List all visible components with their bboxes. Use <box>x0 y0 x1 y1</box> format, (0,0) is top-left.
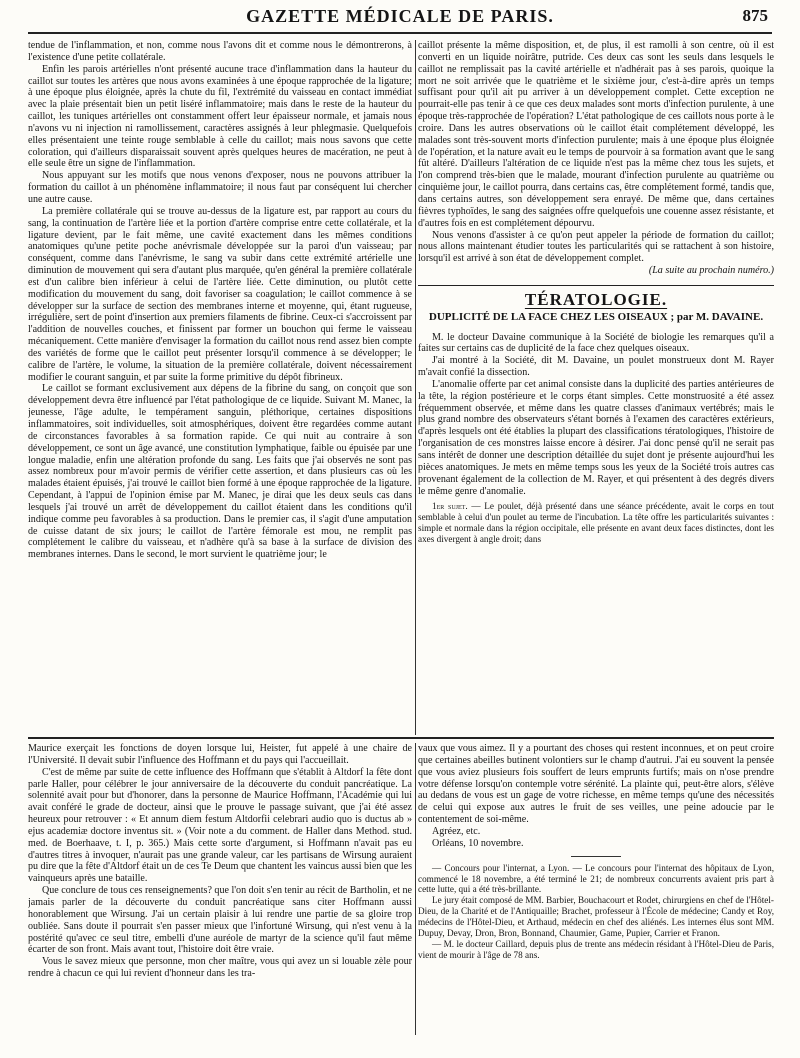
section-title: TÉRATOLOGIE. <box>524 289 668 309</box>
paragraph: C'est de même par suite de cette influence des Hoffmann que s'établit à Altdorf la fête dont parle Haller, pour célébrer le jour anniversaire de la découverte du conduit pancréatique. La solennité avait pour but d'honorer, dans la personne de Maurice Hoffmann, l'Académie qui lui avait conféré le grade de docteur, ainsi que le prouve le passage suivant, que j'ai été assez heureux pour retrouver : « Et annum diem festum Altdorfii celebrari audio quo is ductus ab » ejus academiæ doctore inventus sit. » (Voir note a du comment. de Haller dans Method. stud. med. de Boerhaave, t. I, p. 365.) Mais cette sorte d'argument, si Hoffmann n'avait pas eu d'autres titres à invoquer, n'aurait pas une grande valeur, car les partisans de Wirsung auraient pu dire que la fête d'Altdorf était un de ces Te Deum que chantent les vaincus aussi bien que les vainqueurs après une bataille. <box>28 766 412 885</box>
short-divider <box>571 856 621 857</box>
left-column-bottom <box>28 743 412 1035</box>
page-number: 875 <box>742 6 768 25</box>
paragraph: Le caillot se formant exclusivement aux dépens de la fibrine du sang, on conçoit que son développement devra être influencé par l'état pathologique de ce liquide. Suivant M. Manec, la jeunesse, l'âge adulte, le tempérament sanguin, pléthorique, certaines dispositions inflammatoires, soit individuelles, soit atmosphériques, doivent être regardées comme autant de circonstances favorables à sa formation rapide. Ce qui nuit au contraire à son développement, ce sont un âge avancé, une constitution lymphatique, faible ou épuisée par une longue maladie, enfin une altération profonde du sang. Les faits que j'ai observés ne sont pas assez nombreux pour m'avoir permis de vérifier cette assertion, et dans plusieurs cas où les malades étaient épuisés, j'ai trouvé le caillot bien formé à une époque rapprochée de la ligature. Cependant, à l'appui de l'opinion émise par M. Manec, je dirai que les deux seuls cas dans lesquels j'ai trouvé un arrêt de développement du caillot étaient dans les conditions qu'il indique comme peu favorables à sa production. Dans le premier cas, il s'agit d'une amputation de cuisse datant de six jours; le caillot de l'artère fémorale est mou, ne remplit pas complétement le calibre du vaisseau, et n'adhère qu'à sa base à la surface de division des membranes internes. Dans le second, le mort survient le quatrième jour; le <box>28 383 412 561</box>
paragraph: Que conclure de tous ces renseignements? que l'on doit s'en tenir au récit de Bartholin, et ne jamais parler de la découverte du conduit pancréatique sans citer Hoffmann aussi honorablement que Wirsung. J'ai un certain plaisir à lui rendre une partie de sa gloire trop oubliée. Sans doute il pourrait s'en passer mieux que l'infortuné Wirsung, qui n'est venu à la postérité qu'avec ce seul titre, embelli d'une auréole de martyr de la science qu'il faut même écarter de son front. Mais avant tout, l'histoire doit être vraie. <box>28 885 412 956</box>
column-divider-bottom <box>415 743 416 1035</box>
news-item: — Concours pour l'internat, a Lyon. — Le concours pour l'internat des hôpitaux de Lyon, commencé le 18 novembre, a été terminé le 21; de nombreux concurrents avaient pris part à cette lutte, qui a été très-brillante. <box>418 862 774 895</box>
article-title: DUPLICITÉ DE LA FACE CHEZ LES OISEAUX ; par M. DAVAINE. <box>428 310 764 323</box>
place-date: Orléans, 10 novembre. <box>432 837 524 849</box>
section-divider <box>418 285 774 286</box>
page-header <box>28 2 772 34</box>
paragraph: Nous appuyant sur les motifs que nous venons d'exposer, nous ne pouvons attribuer la formation du caillot à un phénomène inflammatoire; il nous faut par conséquent lui chercher une autre cause. <box>28 170 412 205</box>
paragraph: vaux que vous aimez. Il y a pourtant des choses qui restent inconnues, et on peut croire que certaines abeilles butinent volontiers sur le champ d'autrui. J'ai eu souvent la pensée que vous aviez plusieurs fois souffert de leurs emprunts furtifs; mais on n'ose prendre votre défense lorsqu'on contemple votre sérénité. La plainte qui, peut-être alors, s'élève au dedans de vous est un gage de votre richesse, en même temps qu'une des nécessités de celui qui expose aux autres le fruit de ses veilles, une peine adoucie par le contentement de soi-même. <box>418 743 774 826</box>
paragraph: J'ai montré à la Société, dit M. Davaine, un poulet monstrueux dont M. Rayer m'avait confié la dissection. <box>418 355 774 379</box>
paragraph: L'anomalie offerte par cet animal consiste dans la duplicité des parties antérieures de la tête, la région postérieure et le corps étant simples. Cette monstruosité a été assez fréquemment observée, et même dans les quatre classes d'animaux vertébrés; mais le plus grand nombre des observateurs s'étant bornés à l'examen des caractères extérieurs, d'après lesquels ont été établies la plupart des classifications tératologiques, l'histoire de l'organisation de ces monstres laisse encore à désirer. J'ai donc pensé qu'il ne serait pas sans intérêt de donner une description détaillée du sujet dont je présente aujourd'hui les pièces anatomiques. Je mets en même temps sous les yeux de la Société trois autres cas provenant également de la collection de M. Rayer, et qui présentent à des degrés divers le même genre d'anomalie. <box>418 378 774 497</box>
column-divider <box>415 40 416 735</box>
continuation-note: (La suite au prochain numéro.) <box>648 265 774 277</box>
horizontal-divider <box>28 737 774 739</box>
paragraph: Nous venons d'assister à ce qu'on peut appeler la période de formation du caillot; nous allons maintenant étudier toutes les particularités qui se rattachent à son histoire, lorsqu'il est arrivé à son état de développement complet. <box>418 229 774 265</box>
paragraph: Maurice exerçait les fonctions de doyen lorsque lui, Heister, fut appelé à une chaire de l'Université. Il devait subir l'influence des Hoffmann et du pays qui l'accueillait. <box>28 743 412 766</box>
paragraph: La première collatérale qui se trouve au-dessus de la ligature est, par rapport au cours du sang, la continuation de l'artère liée et la portion d'artère comprise entre cette collatérale, et la ligature devient, par le fait même, une cavité exactement dans les mêmes conditions anatomiques qu'une petite poche anévrismale développée sur la paroi d'un vaisseau; par conséquent, comme dans l'anévrisme, le sang va subir dans cette extrémité artérielle une diminution de mouvement qui sera d'autant plus marquée, qu'en général la première collatérale est d'un calibre bien inférieur à celui de l'artère liée. Cette diminution, ou plutôt cette modification du mouvement du sang, doit favoriser sa coagulation; le caillot commence à se développer sur la surface de section des membranes interne et moyenne, qui, étant rugueuse, irrégulière, sert de point d'insertion aux premiers filaments de fibrine. Ceux-ci s'accroissent par l'addition de nouvelles couches, et finissent par former un bouchon qui ferme le vaisseau mécaniquement. Cette manière d'envisager la formation du caillot nous rend assez bien compte des variétés de forme que le caillot peut présenter lorsqu'il commence à se développer; le calibre de l'artère, le volume, la situation de la première collatérale, doivent nécessairement modifier le courant sanguin, et par suite la forme primitive du dépôt fibrineux. <box>28 205 412 383</box>
paragraph: tendue de l'inflammation, et non, comme nous l'avons dit et comme nous le démontrerons, à l'existence d'une petite collatérale. <box>28 40 412 63</box>
left-column-top <box>28 40 412 732</box>
right-column-bottom <box>418 743 774 1043</box>
subject-text: — Le poulet, déjà présenté dans une séance précédente, avait le corps en tout semblable à celui d'un poulet au terme de l'incubation. La tête offre les particularités suivantes : simple et normale dans la région occipitale, elle présente en avant deux faces distinctes, dont les axes divergent à angle droit; dans <box>418 501 774 545</box>
paragraph: caillot présente la même disposition, et, de plus, il est ramolli à son centre, où il est converti en un liquide noirâtre, putride. Ces deux cas sont les seuls dans lesquels le caillot ne remplissait pas la cavité artérielle et n'adhérait pas à ses parois, quoique la mort ne soit arrivée que le quatrième et le sixième jour, c'est-à-dire après un temps suffisant pour qu'il ait pu arriver à un développement complet. Cette exception ne pourrait-elle pas tenir à ce que ces deux malades sont morts d'infection purulente, à une époque très-rapprochée de l'opération? L'état pathologique de ces caillots nous porte à le croire. Dans les autres observations où le caillot était complétement développé, les malades sont très-souvent morts d'infection purulente; mais à une époque plus éloignée de l'opération, et la nature avait eu le temps de pourvoir à sa formation avant que le sang fût altéré. D'ailleurs l'altération de ce liquide n'est pas la même chez tous les sujets, et l'on comprend très-bien que le malade, mourant d'infection purulente au quatrième ou cinquième jour, le caillot pourra, dans certains cas, être complétement formé, tandis que, dans certains autres, son développement sera enrayé. De même que, dans certaines fièvres typhoïdes, le sang des saignées offre quelquefois une couenne assez résistante, et d'autres fois en est complétement dépourvu. <box>418 40 774 229</box>
subject-label: 1er sujet. <box>432 501 468 512</box>
paragraph: Vous le savez mieux que personne, mon cher maître, vous qui avez un si louable zèle pour rendre à chacun ce qui lui revient d'honneur dans les tra- <box>28 956 412 980</box>
news-item: Le jury était composé de MM. Barbier, Bouchacourt et Rodet, chirurgiens en chef de l'Hôtel-Dieu, de la Charité et de l'Antiquaille; Brachet, professeur à l'École de médecine; Candy et Roy, médecins de l'Hôtel-Dieu, et Arthaud, médecin en chef des aliénés. Les internes élus sont MM. Dupuy, Devay, Dron, Bron, Bonnand, Chaumier, Game, Pupier, Carrier et Franon. <box>418 895 774 939</box>
salutation: Agréez, etc. <box>432 825 481 837</box>
journal-title: GAZETTE MÉDICALE DE PARIS. <box>246 6 554 26</box>
paragraph: M. le docteur Davaine communique à la Société de biologie les remarques qu'il a faites sur certains cas de duplicité de la face chez quelques oiseaux. <box>418 331 774 355</box>
news-item: — M. le docteur Caillard, depuis plus de trente ans médecin résidant à l'Hôtel-Dieu de Paris, vient de mourir à l'âge de 78 ans. <box>418 938 774 960</box>
paragraph-first-subject <box>418 501 774 545</box>
paragraph: Enfin les parois artérielles n'ont présenté aucune trace d'inflammation dans la hauteur du caillot sur toutes les artères que nous avons examinées à une époque rapprochée de la ligature; à une époque plus éloignée, après la chute du fil, l'extrémité du vaisseau en contact immédiat avec la plaie présentait bien un petit liséré inflammatoire; mais dans le reste de la hauteur du caillot, les tuniques artérielles ont constamment offert leur épaisseur normale, et jamais nous n'avons vu ni injection ni ramollissement, caractères assignés à leur phlegmasie. Quelquefois elles présentaient une teinte rouge semblable à celle du caillot; mais nous savons que cette coloration, qui d'ailleurs disparaissait souvent après quelques heures de macération, ne peut à elle seule être un signe de l'inflammation. <box>28 63 412 170</box>
right-column-top <box>418 40 774 733</box>
